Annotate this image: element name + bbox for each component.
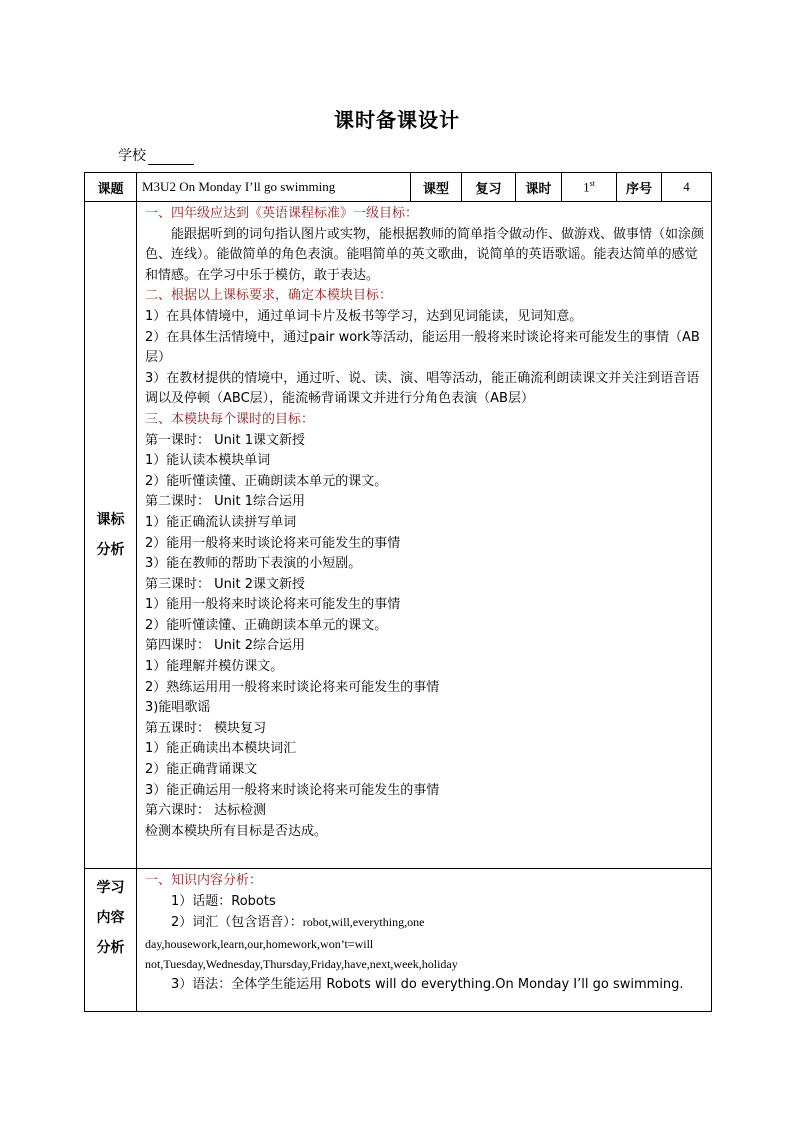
standards-heading-1: 一、四年级应达到《英语课程标准》一级目标： — [145, 206, 419, 221]
lesson-line: 1）能正确读出本模块词汇 — [145, 741, 297, 757]
type-label: 课型 — [411, 173, 462, 202]
standards-content — [137, 202, 712, 869]
standards-heading-2: 二、根据以上课标要求，确定本模块目标： — [145, 288, 393, 304]
lesson-line: 2）能听懂读懂、正确朗读本单元的课文。 — [145, 473, 388, 489]
school-label: 学校 — [118, 148, 146, 164]
goal-item: 3）在教材提供的情境中，通过听、说、读、演、唱等活动，能正确流利朗读课文并关注到语音语调以及停顿（ABC层），能流畅背诵课文并进行分角色表演（AB层） — [145, 370, 700, 407]
learning-topic: 1）话题：Robots — [171, 893, 276, 909]
lesson-plan-table — [84, 172, 712, 1012]
lesson-line: 1）能用一般将来时谈论将来可能发生的事情 — [145, 597, 401, 613]
learning-vocab-line-2: day,housework,learn,our,homework,won’t=will — [145, 936, 374, 951]
standards-para-1: 能跟据听到的词句指认图片或实物，能根据教师的简单指令做动作、做游戏、做事情（如涂颜色、连线）。能做简单的角色表演。能唱简单的英文歌曲，说简单的英语歌谣。能表达简单的感觉和情感。在学习中乐于模仿，敢于表达。 — [145, 226, 705, 283]
lesson-line: 2）能正确背诵课文 — [145, 762, 258, 778]
learning-content — [137, 869, 712, 1012]
lesson-line: 第六课时： 达标检测 — [145, 803, 267, 819]
lesson-line: 第一课时： Unit 1课文新授 — [145, 432, 305, 448]
standards-row — [85, 202, 712, 869]
standards-heading-3: 三、本模块每个课时的目标： — [145, 411, 315, 427]
page-title: 课时备课设计 — [334, 108, 460, 132]
lesson-line: 1）能认读本模块单词 — [145, 453, 271, 469]
lesson-line: 2）熟练运用用一般将来时谈论将来可能发生的事情 — [145, 679, 440, 695]
lesson-line: 第五课时： 模块复习 — [145, 720, 267, 736]
type-value: 复习 — [462, 173, 516, 202]
header-row — [85, 173, 712, 202]
learning-vocab-line-3: not,Tuesday,Wednesday,Thursday,Friday,have,next,week,holiday — [145, 957, 458, 972]
learning-vocab: 2）词汇（包含语音）：robot,will,everything,one — [171, 915, 425, 931]
seq-label: 序号 — [617, 173, 662, 202]
lesson-line: 3）能正确运用一般将来时谈论将来可能发生的事情 — [145, 782, 440, 798]
period-value: 1st — [562, 173, 617, 202]
lesson-line: 1）能正确流认读拼写单词 — [145, 514, 297, 530]
lesson-line: 第三课时： Unit 2课文新授 — [145, 576, 305, 592]
learning-grammar: 3）语法：全体学生能运用 Robots will do everything.On Monday I’ll go swimming. — [171, 976, 684, 992]
learning-heading: 一、知识内容分析： — [145, 873, 263, 888]
school-blank — [148, 150, 194, 165]
goal-item: 1）在具体情境中，通过单词卡片及板书等学习，达到见词能读，见词知意。 — [145, 308, 583, 324]
seq-value: 4 — [662, 173, 712, 202]
period-label: 课时 — [516, 173, 562, 202]
learning-row — [85, 869, 712, 1012]
lesson-line: 检测本模块所有目标是否达成。 — [145, 823, 328, 839]
lesson-line: 3)能唱歌谣 — [145, 700, 211, 716]
standards-label: 课标 分析 — [85, 202, 137, 869]
lesson-line: 第二课时： Unit 1综合运用 — [145, 494, 305, 510]
lesson-line: 第四课时： Unit 2综合运用 — [145, 638, 305, 654]
learning-label: 学习 内容 分析 — [85, 869, 137, 1012]
topic-label: 课题 — [85, 173, 137, 202]
lesson-line: 3）能在教师的帮助下表演的小短剧。 — [145, 556, 362, 572]
goal-item: 2）在具体生活情境中，通过pair work等活动，能运用一般将来时谈论将来可能发生的事情（AB层） — [145, 329, 700, 366]
lesson-line: 2）能听懂读懂、正确朗读本单元的课文。 — [145, 617, 388, 633]
topic-value: M3U2 On Monday I’ll go swimming — [137, 173, 411, 202]
lesson-line: 2）能用一般将来时谈论将来可能发生的事情 — [145, 535, 401, 551]
lesson-line: 1）能理解并模仿课文。 — [145, 659, 284, 675]
school-field — [118, 145, 194, 165]
